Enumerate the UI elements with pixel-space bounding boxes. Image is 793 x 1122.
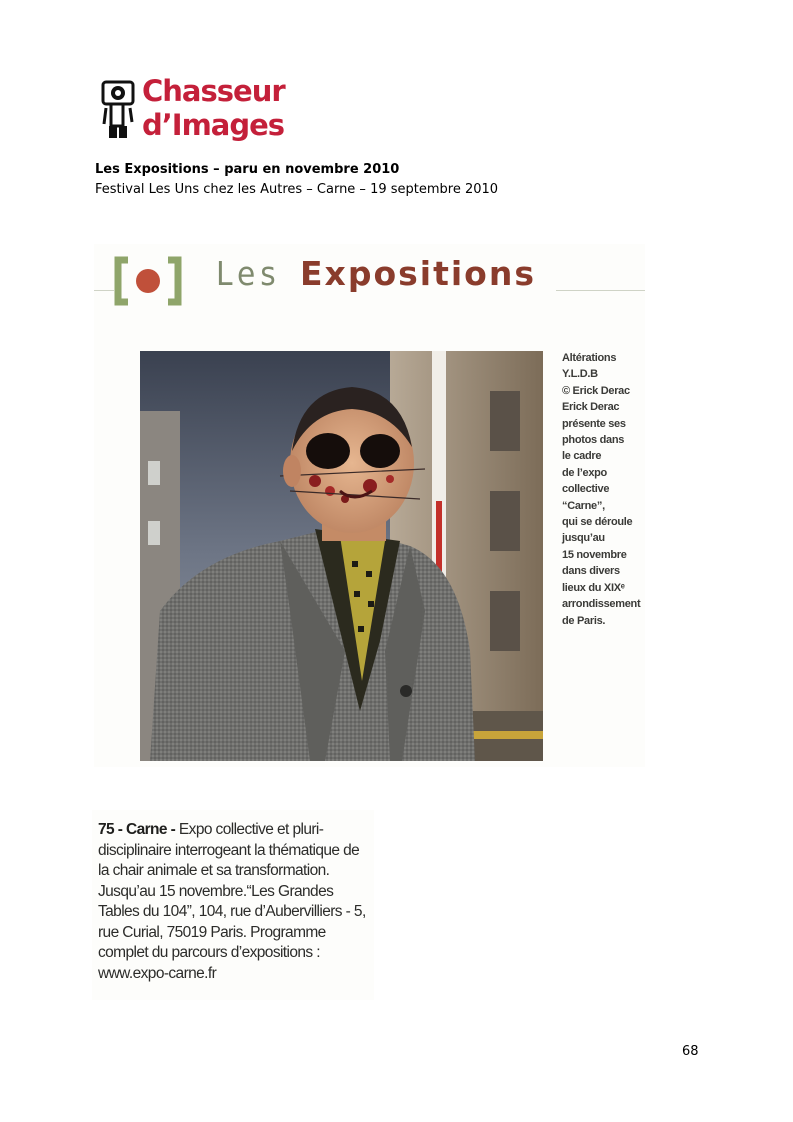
blurb-body: Expo collective et pluri-disciplinaire interrogeant la thématique de la chair animale et sa transformation. Jusqu’au 15 novembre.“Les Grandes Tables du 104”, 104, rue d’Aubervilliers - 5, rue Curial, 75019 Paris. Programme complet du parcours d’expositions : www.expo-carne.fr — [98, 821, 366, 982]
clipping-heading-light: Les — [216, 254, 281, 293]
photo-caption: Altérations Y.L.D.B © Erick Derac Erick Derac présente ses photos dans le cadre de l’expo collective “Carne”, qui se déroule jusqu’au 15 novembre dans divers lieux du XIXᵉ arrondissement de Paris. — [562, 352, 641, 627]
magazine-logo — [100, 74, 290, 148]
page-number: 68 — [682, 1044, 699, 1059]
logo-line-1: Chasseur — [142, 74, 285, 108]
portrait-photo — [140, 351, 543, 761]
heading-rule-left — [94, 290, 114, 291]
logo-line-2: d’Images — [142, 108, 285, 142]
heading-rule-right — [556, 290, 645, 291]
exhibition-blurb — [92, 810, 374, 1000]
blurb-text — [98, 820, 373, 984]
blurb-lead: 75 - Carne - — [98, 821, 176, 838]
section-bracket-icon — [114, 256, 182, 306]
clipping-heading-bold: Expositions — [300, 254, 536, 293]
magazine-clipping — [94, 244, 645, 767]
document-subtitle: Festival Les Uns chez les Autres – Carne – 19 septembre 2010 — [95, 182, 499, 197]
document-title: Les Expositions – paru en novembre 2010 — [95, 162, 400, 177]
camera-mascot-icon — [100, 78, 138, 142]
